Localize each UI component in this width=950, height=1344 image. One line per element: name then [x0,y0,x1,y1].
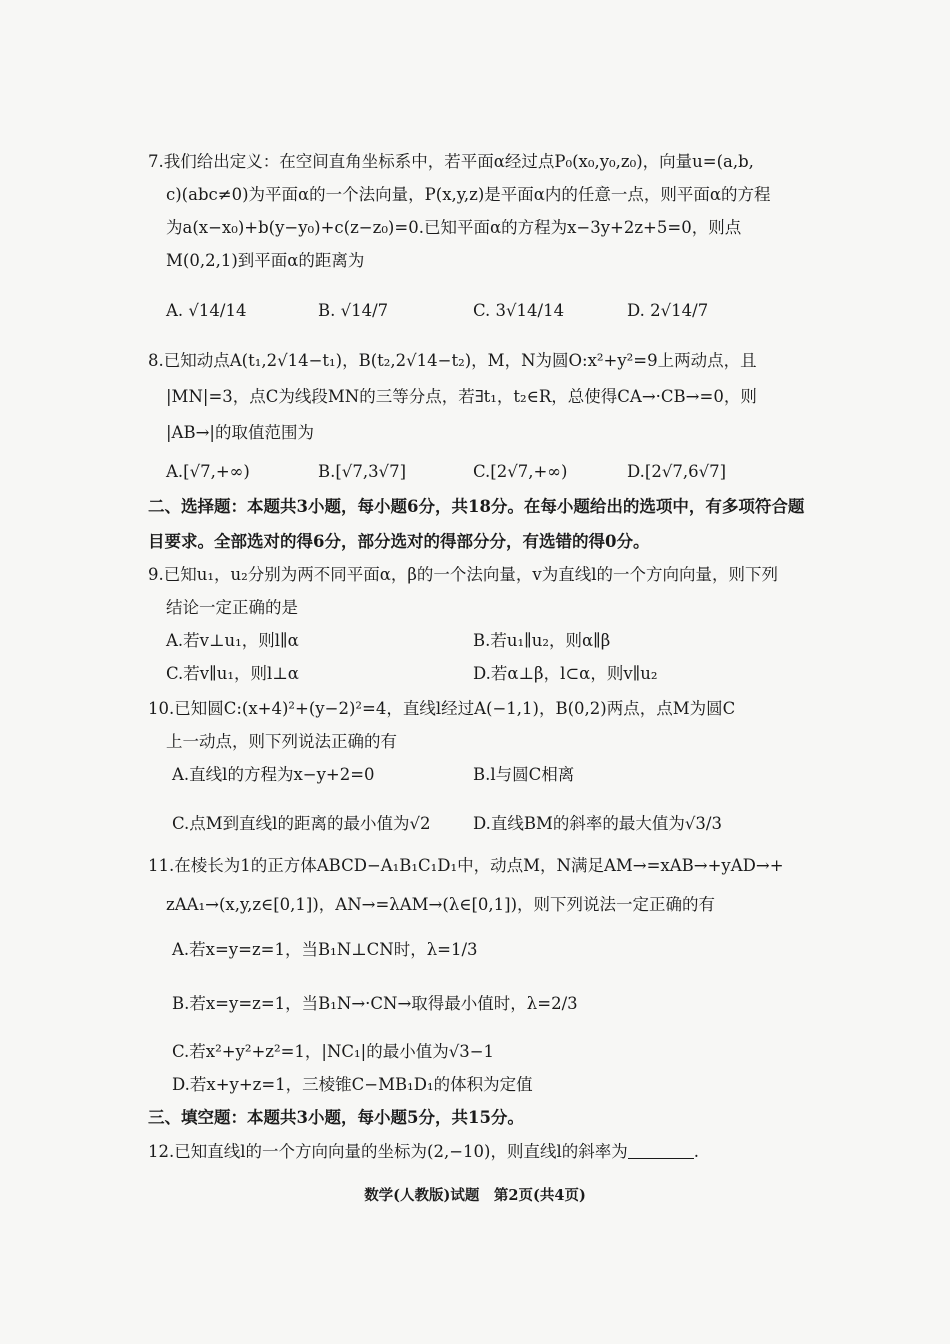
q10-option-b: B.l与圆C相离 [473,765,575,784]
q10-option-c: C.点M到直线l的距离的最小值为√2 [172,814,431,833]
q8-option-b: B.[√7,3√7] [318,462,407,481]
q7-option-c: C. 3√14/14 [473,301,565,320]
q11-option-a: A.若x=y=z=1，当B₁N⊥CN时，λ=1/3 [172,940,478,959]
q9-line-1: 9.已知u₁，u₂分别为两不同平面α，β的一个法向量，v为直线l的一个方向向量，则下列 [148,565,779,584]
q11-option-d: D.若x+y+z=1，三棱锥C−MB₁D₁的体积为定值 [172,1075,533,1094]
q12-text: 12.已知直线l的一个方向向量的坐标为(2,−10)，则直线l的斜率为 [148,1142,628,1161]
q8-option-d: D.[2√7,6√7] [627,462,727,481]
q8-option-a: A.[√7,+∞) [166,462,250,481]
section3-heading: 三、填空题：本题共3小题，每小题5分，共15分。 [148,1108,524,1127]
q9-option-a: A.若v⊥u₁，则l∥α [166,631,299,650]
q11-option-c: C.若x²+y²+z²=1，|NC₁|的最小值为√3−1 [172,1042,495,1061]
q8-line-2: |MN|=3，点C为线段MN的三等分点，若∃t₁，t₂∈R，总使得CA→·CB→=0，则 [166,387,757,406]
q12-answer-blank [628,1142,694,1159]
q12-line [148,1141,699,1163]
q11-line-2: zAA₁→(x,y,z∈[0,1])，AN→=λAM→(λ∈[0,1])，则下列说法一定正确的有 [166,895,716,914]
section2-heading-line-1: 二、选择题：本题共3小题，每小题6分，共18分。在每小题给出的选项中，有多项符合题 [148,497,805,516]
q7-option-a: A. √14/14 [166,301,247,320]
page-footer: 数学(人教版)试题 第2页(共4页) [364,1187,586,1204]
q11-line-1: 11.在棱长为1的正方体ABCD−A₁B₁C₁D₁中，动点M，N满足AM→=xAB→+yAD→+ [148,856,784,875]
q9-option-c: C.若v∥u₁，则l⊥α [166,664,299,683]
q10-line-1: 10.已知圆C:(x+4)²+(y−2)²=4，直线l经过A(−1,1)，B(0,2)两点，点M为圆C [148,699,736,718]
q10-option-a: A.直线l的方程为x−y+2=0 [172,765,375,784]
q10-line-2: 上一动点，则下列说法正确的有 [166,732,397,751]
q7-line-2: c)(abc≠0)为平面α的一个法向量，P(x,y,z)是平面α内的任意一点，则平面α的方程 [166,185,771,204]
q9-option-d: D.若α⊥β，l⊂α，则v∥u₂ [473,664,658,683]
q8-line-1: 8.已知动点A(t₁,2√14−t₁)，B(t₂,2√14−t₂)，M，N为圆O:x²+y²=9上两动点，且 [148,351,757,370]
q7-line-4: M(0,2,1)到平面α的距离为 [166,251,365,270]
q8-line-3: |AB→|的取值范围为 [166,423,314,442]
q9-option-b: B.若u₁∥u₂，则α∥β [473,631,611,650]
q8-option-c: C.[2√7,+∞) [473,462,568,481]
q7-line-1: 7.我们给出定义：在空间直角坐标系中，若平面α经过点P₀(x₀,y₀,z₀)，向量u=(a,b, [148,152,754,171]
q9-line-2: 结论一定正确的是 [166,598,298,617]
q10-option-d: D.直线BM的斜率的最大值为√3/3 [473,814,722,833]
q11-option-b: B.若x=y=z=1，当B₁N→·CN→取得最小值时，λ=2/3 [172,994,578,1013]
q7-option-b: B. √14/7 [318,301,389,320]
q12-end-period: . [693,1142,699,1161]
q7-option-d: D. 2√14/7 [627,301,709,320]
section2-heading-line-2: 目要求。全部选对的得6分，部分选对的得部分分，有选错的得0分。 [148,532,650,551]
q7-line-3: 为a(x−x₀)+b(y−y₀)+c(z−z₀)=0.已知平面α的方程为x−3y+2z+5=0，则点 [166,218,742,237]
